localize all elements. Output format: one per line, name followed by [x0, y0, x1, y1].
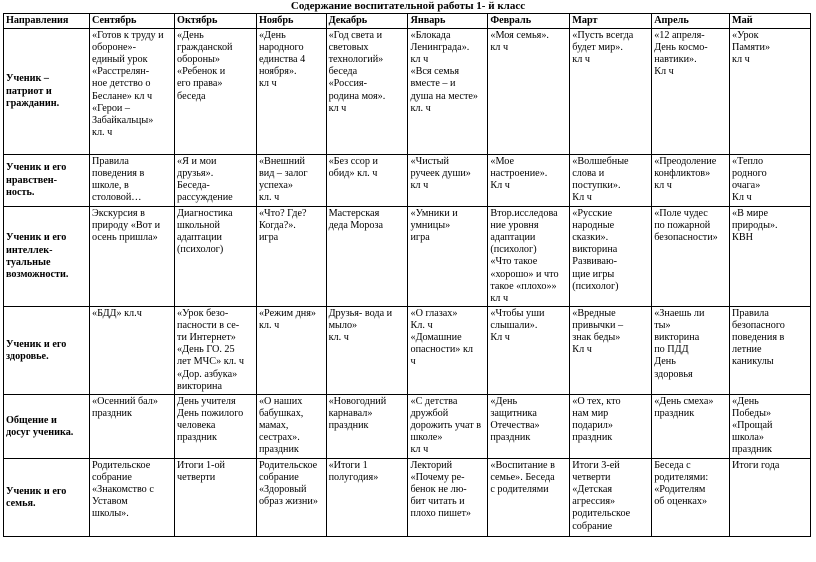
table-row: [4, 155, 811, 207]
table-cell: Итоги 3-ей четверти «Детская агрессия» родительское собрание: [570, 459, 652, 537]
table-cell: «Внешний вид – залог успеха» кл. ч: [256, 155, 326, 207]
table-cell: Правила безопасного поведения в летние каникулы: [730, 307, 811, 395]
table-cell: «Без ссор и обид» кл. ч: [326, 155, 408, 207]
table-cell: «О тех, кто нам мир подарил» праздник: [570, 395, 652, 459]
table-cell: «Воспитание в семье». Беседа с родителями: [488, 459, 570, 537]
table-cell: «Блокада Ленинграда». кл ч «Вся семья вместе – и душа на месте» кл. ч: [408, 29, 488, 155]
table-row: [4, 307, 811, 395]
header-september: Сентябрь: [90, 14, 175, 29]
table-cell: Лекторий «Почему ре- бенок не лю- бит читать и плохо пишет»: [408, 459, 488, 537]
table-cell: Диагностика школьной адаптации (психолог): [175, 207, 257, 307]
table-cell: «Преодоление конфликтов» кл ч: [652, 155, 730, 207]
table-row: [4, 29, 811, 155]
table-cell: «12 апреля- День космо- навтики». Кл ч: [652, 29, 730, 155]
table-cell: «Режим дня» кл. ч: [256, 307, 326, 395]
table-cell: «Год света и световых технологий» беседа «Россия- родина моя». кл ч: [326, 29, 408, 155]
table-cell: «Итоги 1 полугодия»: [326, 459, 408, 537]
header-march: Март: [570, 14, 652, 29]
table-row: [4, 459, 811, 537]
table-cell: «Что? Где? Когда?». игра: [256, 207, 326, 307]
table-cell: Итоги года: [730, 459, 811, 537]
header-april: Апрель: [652, 14, 730, 29]
table-cell: Мастерская деда Мороза: [326, 207, 408, 307]
table-cell: «С детства дружбой дорожить учат в школе» кл ч: [408, 395, 488, 459]
table-cell: «О глазах» Кл. ч «Домашние опасности» кл ч: [408, 307, 488, 395]
header-direction: Направления: [4, 14, 90, 29]
table-cell: «Урок Памяти» кл ч: [730, 29, 811, 155]
header-november: Ноябрь: [256, 14, 326, 29]
table-row: [4, 395, 811, 459]
header-october: Октябрь: [175, 14, 257, 29]
table-cell: Родительское собрание «Знакомство с Уставом школы».: [90, 459, 175, 537]
table-cell: «День защитника Отечества» праздник: [488, 395, 570, 459]
table-cell: «Поле чудес по пожарной безопасности»: [652, 207, 730, 307]
table-cell: «День Победы» «Прощай школа» праздник: [730, 395, 811, 459]
table-cell: Родительское собрание «Здоровый образ жизни»: [256, 459, 326, 537]
row-heading: Ученик и его здоровье.: [4, 307, 90, 395]
table-cell: «Русские народные сказки». викторина Развиваю- щие игры (психолог): [570, 207, 652, 307]
row-heading: Ученик и его интеллек- туальные возможности.: [4, 207, 90, 307]
table-cell: День учителя День пожилого человека праздник: [175, 395, 257, 459]
table-cell: «Новогодний карнавал» праздник: [326, 395, 408, 459]
table-cell: «Волшебные слова и поступки». Кл ч: [570, 155, 652, 207]
table-cell: «О наших бабушках, мамах, сестрах». праздник: [256, 395, 326, 459]
header-row: [4, 14, 811, 29]
row-heading: Общение и досуг ученика.: [4, 395, 90, 459]
table-cell: «Пусть всегда будет мир». кл ч: [570, 29, 652, 155]
table-cell: Экскурсия в природу «Вот и осень пришла»: [90, 207, 175, 307]
table-cell: Итоги 1-ой четверти: [175, 459, 257, 537]
table-cell: «БДД» кл.ч: [90, 307, 175, 395]
row-heading: Ученик и его нравствен- ность.: [4, 155, 90, 207]
table-cell: «Готов к труду и обороне»- единый урок «Расстрелян- ное детство о Беслане» кл ч «Герои – Забайкальцы» кл. ч: [90, 29, 175, 155]
table-cell: «Осенний бал» праздник: [90, 395, 175, 459]
header-february: Февраль: [488, 14, 570, 29]
table-cell: Друзья- вода и мыло» кл. ч: [326, 307, 408, 395]
row-heading: Ученик – патриот и гражданин.: [4, 29, 90, 155]
table-cell: «В мире природы». КВН: [730, 207, 811, 307]
table-cell: «Умники и умницы» игра: [408, 207, 488, 307]
table-cell: «Моя семья». кл ч: [488, 29, 570, 155]
plan-table: [3, 13, 811, 537]
table-cell: «Чтобы уши слышали». Кл ч: [488, 307, 570, 395]
table-cell: «День смеха» праздник: [652, 395, 730, 459]
table-cell: «Мое настроение». Кл ч: [488, 155, 570, 207]
header-december: Декабрь: [326, 14, 408, 29]
table-cell: «День народного единства 4 ноября». кл ч: [256, 29, 326, 155]
document-title: Содержание воспитательной работы 1- й класс: [290, 0, 526, 12]
table-cell: «Вредные привычки – знак беды» Кл ч: [570, 307, 652, 395]
header-january: Январь: [408, 14, 488, 29]
table-cell: Втор.исследова ние уровня адаптации (психолог) «Что такое «хорошо» и что такое «плохо»» кл ч: [488, 207, 570, 307]
table-cell: «Тепло родного очага» Кл ч: [730, 155, 811, 207]
header-may: Май: [730, 14, 811, 29]
table-cell: «Знаешь ли ты» викторина по ПДД День здоровья: [652, 307, 730, 395]
table-cell: «Урок безо- пасности в се- ти Интернет» «День ГО. 25 лет МЧС» кл. ч «Дор. азбука» викторина: [175, 307, 257, 395]
table-cell: «Чистый ручеек души» кл ч: [408, 155, 488, 207]
table-row: [4, 207, 811, 307]
table-cell: Правила поведения в школе, в столовой…: [90, 155, 175, 207]
table-cell: «Я и мои друзья». Беседа- рассуждение: [175, 155, 257, 207]
table-cell: «День гражданской обороны» «Ребенок и его права» беседа: [175, 29, 257, 155]
row-heading: Ученик и его семья.: [4, 459, 90, 537]
table-cell: Беседа с родителями: «Родителям об оценках»: [652, 459, 730, 537]
